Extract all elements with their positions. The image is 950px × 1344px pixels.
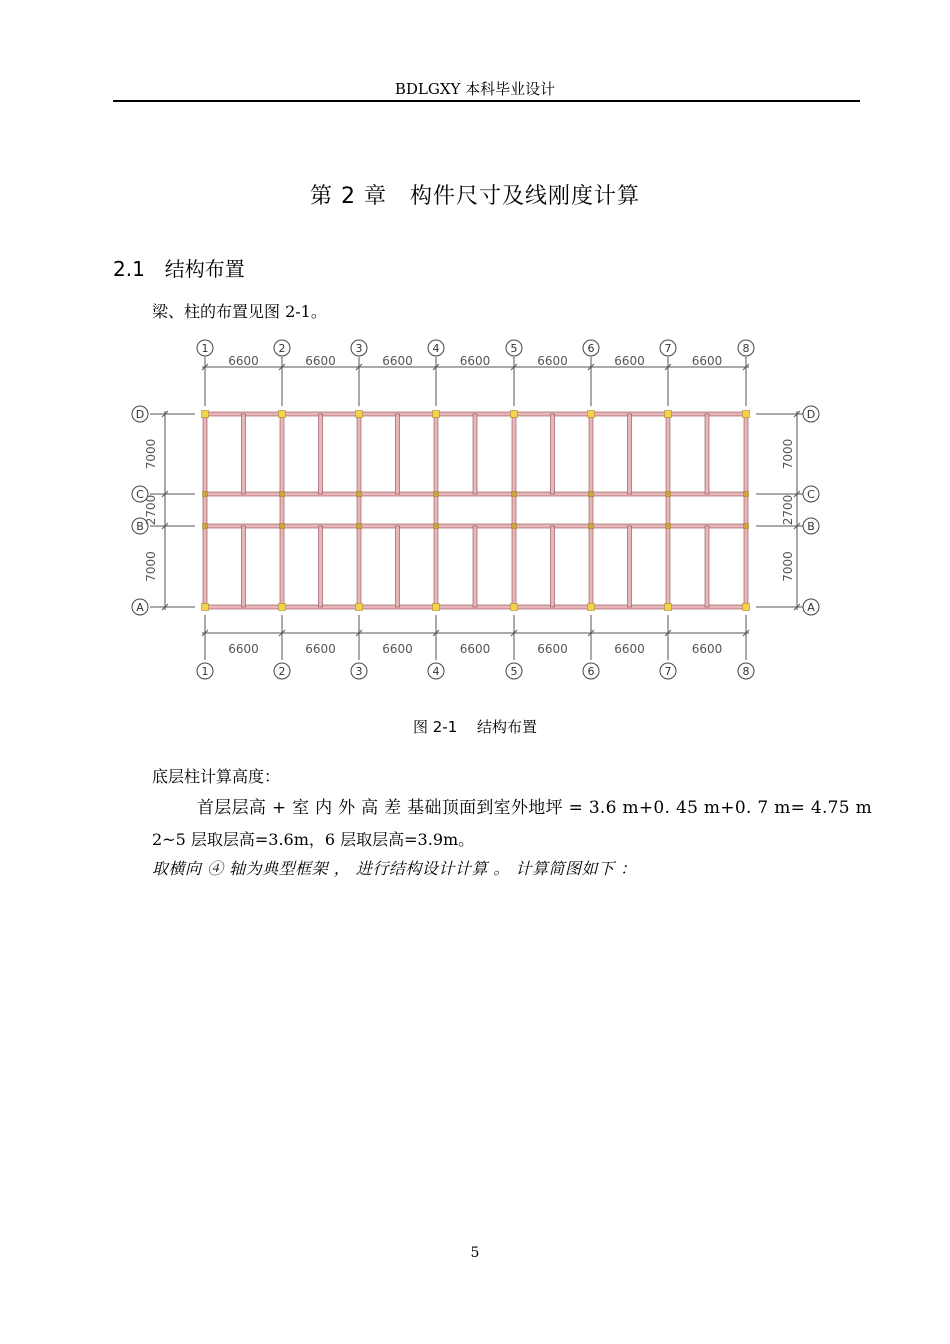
column-1-B: [203, 524, 208, 529]
column-axis-top-6-label: 6: [587, 342, 595, 355]
row-span-right-1: 7000: [781, 438, 795, 470]
page-header: BDLGXY 本科毕业设计: [394, 80, 556, 98]
column-3-D: [356, 411, 363, 418]
column-axis-top-3-label: 3: [355, 342, 363, 355]
row-span-right-3: 7000: [781, 551, 795, 582]
row-axis-right-B-label: B: [807, 520, 815, 533]
column-2-B: [280, 524, 285, 529]
column-axis-top-8-label: 8: [742, 342, 750, 355]
row-axis-left-C-label: C: [136, 488, 144, 501]
column-axis-bottom-5-label: 5: [510, 665, 518, 678]
column-6-D: [588, 411, 595, 418]
column-axis-top-5-label: 5: [510, 342, 518, 355]
column-axis-bottom-3-label: 3: [355, 665, 363, 678]
beam-layout: [203, 412, 748, 609]
structural-plan-figure: [125, 335, 825, 685]
axis-labels: [132, 340, 819, 679]
column-1-D: [202, 411, 209, 418]
secondary-beam-lower-1: [242, 526, 246, 607]
paragraph-height-formula: 首层层高 + 室 内 外 高 差 基础顶面到室外地坪 = 3.6 m+0. 45 m+0. 7 m= 4.75 m: [197, 798, 873, 818]
secondary-beam-upper-1: [242, 414, 246, 494]
column-7-C: [666, 492, 671, 497]
beam-axis-4-corridor: [434, 494, 438, 526]
column-5-D: [511, 411, 518, 418]
bay-span-bottom-3: 6600: [382, 642, 413, 656]
beam-axis-8-corridor: [744, 494, 748, 526]
beam-axis-5-lower: [512, 526, 516, 607]
paragraph-floor-heights: 2~5 层取层高=3.6m，6 层取层高=3.9m。: [152, 830, 475, 849]
beam-axis-2-corridor: [280, 494, 284, 526]
secondary-beam-upper-3: [396, 414, 400, 494]
secondary-beam-upper-5: [551, 414, 555, 494]
bay-span-top-3: 6600: [382, 354, 413, 368]
figure-caption: 图 2-1 结构布置: [412, 718, 538, 736]
paragraph-typical-frame: 取横向 ④ 轴为典型框架 ， 进行结构设计计算 。 计算简图如下 ：: [152, 859, 637, 878]
secondary-beam-upper-6: [628, 414, 632, 494]
beam-axis-2-lower: [280, 526, 284, 607]
column-8-C: [744, 492, 749, 497]
column-3-A: [356, 604, 363, 611]
column-2-A: [279, 604, 286, 611]
column-axis-bottom-1-label: 1: [201, 665, 209, 678]
beam-axis-1-lower: [203, 526, 207, 607]
column-1-C: [203, 492, 208, 497]
column-4-A: [433, 604, 440, 611]
bay-span-bottom-1: 6600: [228, 642, 259, 656]
column-2-C: [280, 492, 285, 497]
bay-span-bottom-5: 6600: [537, 642, 568, 656]
bay-span-bottom-7: 6600: [691, 642, 723, 656]
bay-span-top-4: 6600: [459, 354, 491, 368]
bay-span-top-6: 6600: [614, 354, 645, 368]
secondary-beam-upper-7: [705, 414, 709, 494]
beam-axis-4-lower: [434, 526, 438, 607]
row-span-left-3: 7000: [144, 551, 158, 582]
secondary-beam-lower-5: [551, 526, 555, 607]
beam-axis-6-corridor: [589, 494, 593, 526]
beam-axis-2-upper: [280, 414, 284, 494]
column-4-C: [434, 492, 439, 497]
beam-axis-8-lower: [744, 526, 748, 607]
column-7-A: [665, 604, 672, 611]
secondary-beam-lower-3: [396, 526, 400, 607]
secondary-beam-lower-7: [705, 526, 709, 607]
row-axis-right-C-label: C: [807, 488, 815, 501]
column-8-D: [743, 411, 750, 418]
column-7-B: [666, 524, 671, 529]
bay-span-bottom-4: 6600: [459, 642, 491, 656]
beam-axis-4-upper: [434, 414, 438, 494]
beam-axis-1-upper: [203, 414, 207, 494]
row-span-left-1: 7000: [144, 438, 158, 470]
column-3-B: [357, 524, 362, 529]
secondary-beam-lower-2: [319, 526, 323, 607]
secondary-beam-lower-4: [473, 526, 477, 607]
beam-axis-1-corridor: [203, 494, 207, 526]
beam-axis-6-upper: [589, 414, 593, 494]
beam-axis-5-upper: [512, 414, 516, 494]
row-axis-right-D-label: D: [806, 408, 816, 421]
row-axis-left-D-label: D: [135, 408, 145, 421]
bay-span-top-2: 6600: [305, 354, 336, 368]
header-rule: [113, 100, 860, 102]
bay-span-top-5: 6600: [537, 354, 568, 368]
beam-axis-5-corridor: [512, 494, 516, 526]
column-8-A: [743, 604, 750, 611]
column-5-C: [512, 492, 517, 497]
column-4-B: [434, 524, 439, 529]
beam-axis-3-corridor: [357, 494, 361, 526]
bay-span-top-7: 6600: [691, 354, 723, 368]
bay-span-bottom-6: 6600: [614, 642, 645, 656]
column-6-C: [589, 492, 594, 497]
beam-axis-7-corridor: [666, 494, 670, 526]
column-1-A: [202, 604, 209, 611]
dimension-lines: [150, 357, 816, 660]
beam-axis-7-upper: [666, 414, 670, 494]
secondary-beam-lower-6: [628, 526, 632, 607]
row-span-left-2: 2700: [144, 494, 158, 526]
column-8-B: [744, 524, 749, 529]
beam-axis-3-upper: [357, 414, 361, 494]
paragraph-intro: 梁、柱的布置见图 2-1。: [152, 302, 327, 321]
column-axis-bottom-6-label: 6: [587, 665, 595, 678]
column-axis-top-7-label: 7: [664, 342, 672, 355]
row-axis-right-A-label: A: [807, 601, 815, 614]
column-axis-top-4-label: 4: [432, 342, 440, 355]
bay-span-top-1: 6600: [228, 354, 259, 368]
column-axis-bottom-8-label: 8: [742, 665, 750, 678]
paragraph-ground-column: 底层柱计算高度：: [152, 767, 281, 786]
page-number: 5: [470, 1245, 480, 1261]
secondary-beam-upper-2: [319, 414, 323, 494]
column-3-C: [357, 492, 362, 497]
column-6-A: [588, 604, 595, 611]
column-2-D: [279, 411, 286, 418]
column-6-B: [589, 524, 594, 529]
column-axis-bottom-2-label: 2: [278, 665, 286, 678]
secondary-beam-upper-4: [473, 414, 477, 494]
section-title: 2.1 结构布置: [113, 257, 245, 281]
beam-axis-8-upper: [744, 414, 748, 494]
beam-axis-6-lower: [589, 526, 593, 607]
column-axis-bottom-7-label: 7: [664, 665, 672, 678]
column-5-B: [512, 524, 517, 529]
column-7-D: [665, 411, 672, 418]
beam-axis-3-lower: [357, 526, 361, 607]
row-axis-left-B-label: B: [136, 520, 144, 533]
row-axis-left-A-label: A: [136, 601, 144, 614]
column-5-A: [511, 604, 518, 611]
bay-span-bottom-2: 6600: [305, 642, 336, 656]
column-4-D: [433, 411, 440, 418]
column-axis-top-1-label: 1: [201, 342, 209, 355]
beam-axis-7-lower: [666, 526, 670, 607]
column-axis-bottom-4-label: 4: [432, 665, 440, 678]
row-span-right-2: 2700: [781, 494, 795, 526]
chapter-title: 第 2 章 构件尺寸及线刚度计算: [310, 184, 640, 209]
column-axis-top-2-label: 2: [278, 342, 286, 355]
